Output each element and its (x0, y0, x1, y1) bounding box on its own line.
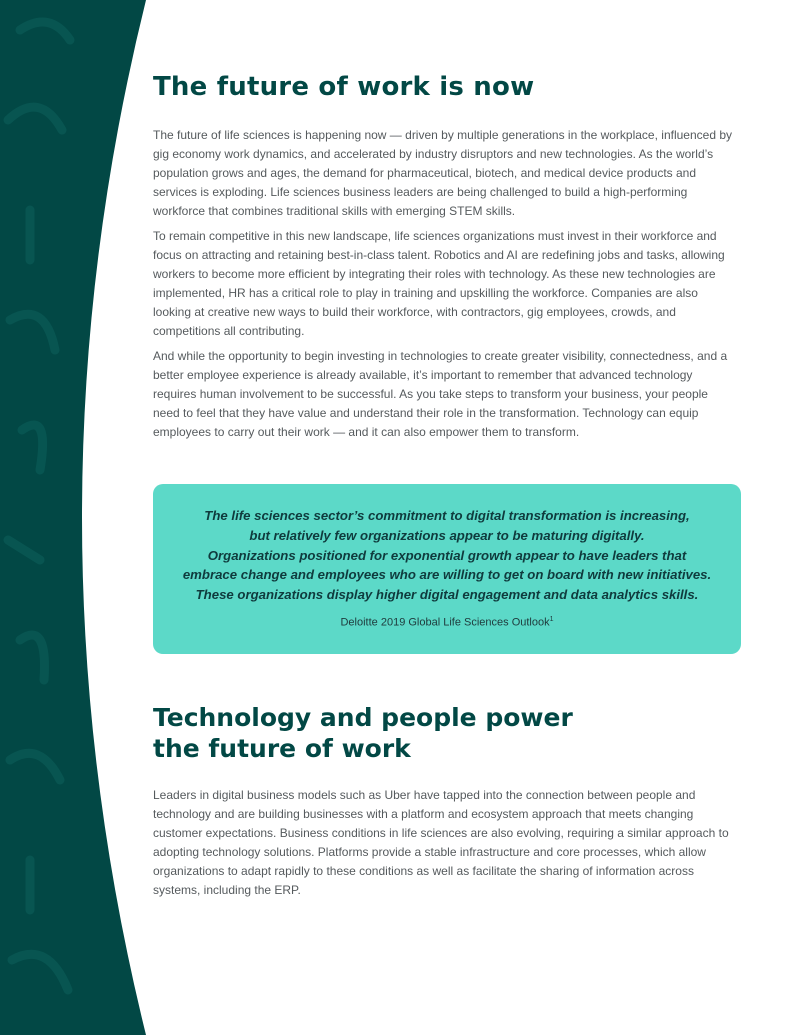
quote-line: but relatively few organizations appear to be maturing digitally. (249, 527, 645, 543)
section-title (153, 702, 673, 764)
quote-line: Organizations positioned for exponential growth appear to have leaders that (207, 547, 687, 563)
quote-line: The life sciences sector’s commitment to digital transformation is increasing, (204, 508, 690, 523)
paragraph: Leaders in digital business models such as Uber have tapped into the connection between people and technology and are building businesses with a platform and ecosystem approach that meets changing customer expectations. Business conditions in life sciences are also evolving, requiring a similar approach to adopting technology solutions. Platforms provide a stable infrastructure and core processes, which allow organizations to adapt rapidly to these conditions as well as facilitate the sharing of information across systems, including the ERP. (153, 788, 729, 897)
quote-text (177, 506, 717, 605)
decorative-side-panel (0, 0, 160, 1035)
section-body (153, 786, 737, 900)
pull-quote (153, 484, 741, 654)
paragraph: And while the opportunity to begin investing in technologies to create greater visibility, connectedness, and a better employee experience is already available, it’s important to remember that advanced technology requires human involvement to be successful. As you take steps to transform your business, your people need to feel that they have value and understand their role in the transformation. Technology can equip employees to carry out their work — and it can also empower them to transform. (153, 349, 728, 439)
quote-line: embrace change and employees who are willing to get on board with new initiatives. (182, 567, 712, 583)
paragraph: To remain competitive in this new landscape, life sciences organizations must invest in their workforce and focus on attracting and retaining best-in-class talent. Robotics and AI are redefining jobs and tasks, allowing workers to become more efficient by integrating their roles with technology. As these new technologies are implemented, HR has a critical role to play in training and upskilling the workforce. Companies are also looking at creative new ways to build their workforce, with contractors, gig employees, crowds, and competitions all contributing. (153, 229, 725, 338)
quote-source-text: Deloitte 2019 Global Life Sciences Outlook (340, 616, 550, 629)
intro-body (153, 126, 737, 448)
section-title-line: the future of work (153, 734, 411, 763)
paragraph: The future of life sciences is happening now — driven by multiple generations in the workplace, influenced by gig economy work dynamics, and accelerated by industry disruptors and new technologies. As the world’s population grows and ages, the demand for pharmaceutical, biotech, and medical device products and services is exploding. Life sciences business leaders are being challenged to build a high-performing workforce that combines traditional skills with emerging STEM skills. (153, 128, 732, 218)
section-title-line: Technology and people power (153, 703, 573, 732)
quote-source (177, 616, 717, 629)
quote-line: These organizations display higher digital engagement and data analytics skills. (195, 587, 699, 603)
page-title: The future of work is now (153, 72, 535, 102)
footnote-marker: 1 (549, 615, 554, 623)
